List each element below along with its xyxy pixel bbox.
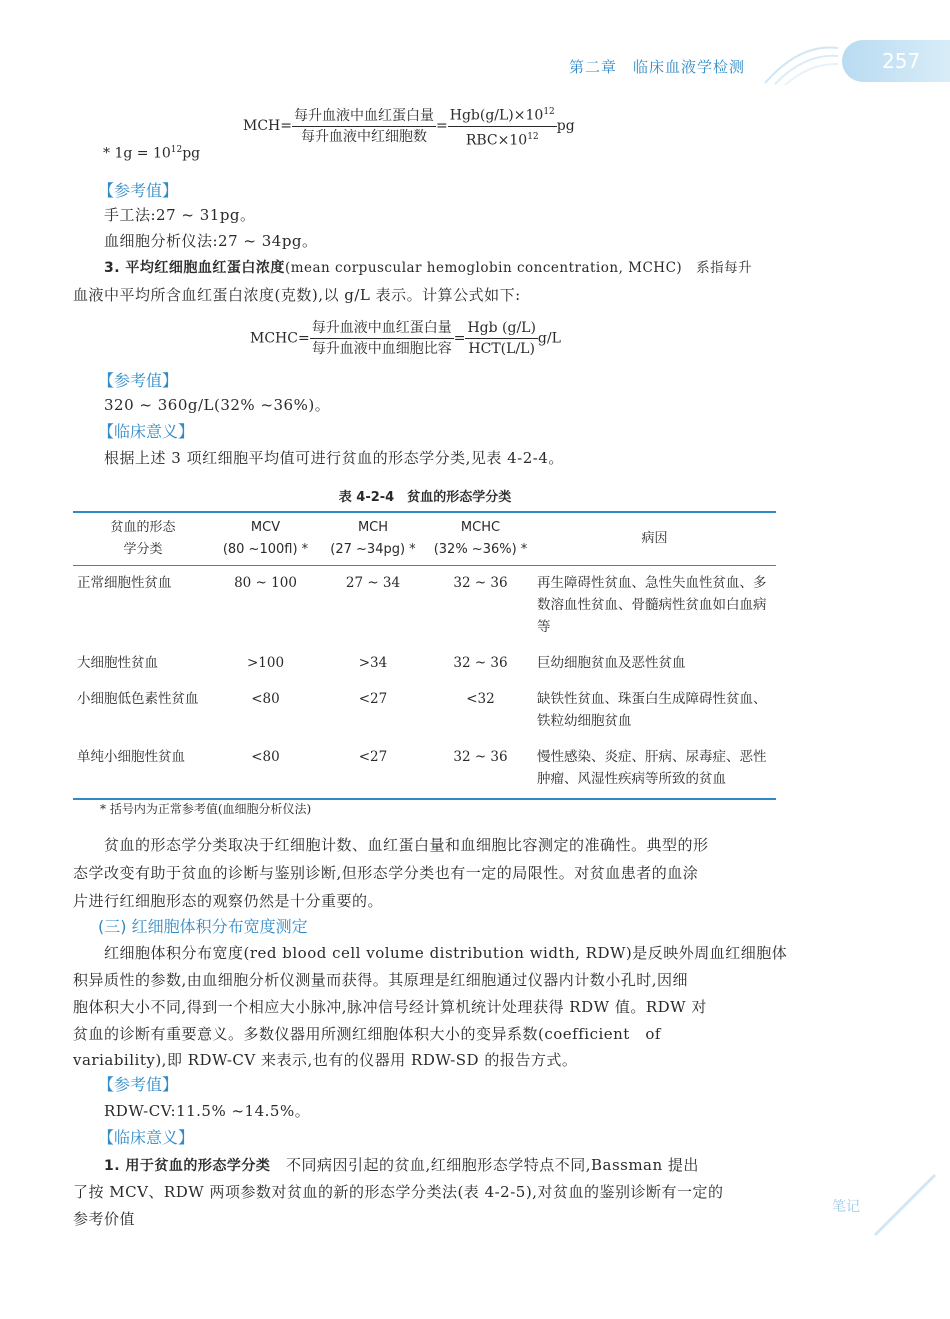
cell-type: 大细胞性贫血 [77, 655, 158, 671]
clinical-line [104, 1152, 699, 1179]
decorative-pen-icon [870, 1170, 940, 1240]
paragraph-line: 积异质性的参数,由血细胞分析仪测量而获得。其原理是红细胞通过仪器内计数小孔时,因细 [73, 971, 689, 989]
clinical-line: 了按 MCV、RDW 两项参数对贫血的新的形态学分类法(表 4-2-5),对贫血的鉴别诊断有一定的 [73, 1183, 724, 1201]
reference-value-heading: 【参考值】 [98, 181, 179, 200]
unit-footnote [103, 145, 200, 162]
cell-cause: 再生障碍性贫血、急性失血性贫血、多数溶血性贫血、骨髓病性贫血如白血病等 [537, 575, 767, 635]
reference-line: 320 ~ 360g/L(32% ~36%)。 [104, 396, 331, 414]
notes-label: 笔记 [832, 1199, 860, 1215]
cell-cause: 巨幼细胞贫血及恶性贫血 [537, 655, 686, 671]
footnote-text: * 1g = 10 [103, 145, 171, 162]
page-number-tab [842, 40, 950, 82]
formula-unit: g/L [537, 330, 561, 347]
decorative-swirl-icon [760, 38, 840, 88]
cell-type: 小细胞低色素性贫血 [77, 691, 199, 707]
formula-denominator: 每升血液中血细胞比容 [311, 341, 452, 357]
table-row [73, 740, 776, 799]
reference-line: RDW-CV:11.5% ~14.5%。 [104, 1102, 311, 1120]
paragraph-line: variability),即 RDW-CV 来表示,也有的仪器用 RDW-SD 的报告方式。 [73, 1051, 578, 1069]
paragraph-line: 片进行红细胞形态的观察仍然是十分重要的。 [73, 892, 384, 910]
intro-text: (mean corpuscular hemoglobin concentration, MCHC) 系指每升 [284, 260, 753, 276]
formula-denominator: 每升血液中红细胞数 [301, 128, 427, 145]
paragraph-line: 胞体积大小不同,得到一个相应大小脉冲,脉冲信号经计算机统计处理获得 RDW 值。RDW 对 [73, 998, 707, 1016]
table-footnote: * 括号内为正常参考值(血细胞分析仪法) [100, 802, 312, 816]
reference-line: 手工法:27 ~ 31pg。 [104, 206, 256, 224]
mchc-intro-line2: 血液中平均所含血红蛋白浓度(克数),以 g/L 表示。计算公式如下: [73, 286, 521, 304]
footnote-exponent: 12 [170, 145, 183, 155]
formula-lhs: MCH= [243, 118, 292, 135]
formula-unit: pg [556, 118, 575, 135]
cell-mchc: 32 ~ 36 [453, 655, 508, 671]
reference-line: 血细胞分析仪法:27 ~ 34pg。 [104, 232, 318, 250]
cell-cause: 慢性感染、炎症、肝病、尿毒症、恶性肿瘤、风湿性疾病等所致的贫血 [537, 749, 767, 787]
header-mchc: MCHC (32% ~36%) * [433, 520, 528, 557]
cell-type: 单纯小细胞性贫血 [77, 749, 185, 765]
clinical-significance-heading: 【临床意义】 [98, 1128, 195, 1147]
formula-denominator: HCT(L/L) [468, 341, 535, 357]
cell-type: 正常细胞性贫血 [77, 575, 172, 591]
cell-mchc: <32 [466, 691, 495, 707]
cell-mcv: <80 [251, 691, 280, 707]
cell-mch: 27 ~ 34 [345, 575, 401, 591]
formula-numerator: Hgb(g/L)×10 [449, 107, 544, 124]
formula-numerator: 每升血液中血红蛋白量 [292, 106, 436, 127]
clinical-line: 参考价值 [73, 1210, 136, 1228]
header-type: 贫血的形态 学分类 [110, 520, 176, 557]
table-row [73, 646, 776, 682]
table-row [73, 566, 776, 647]
header-mcv: MCV (80 ~100fl) * [222, 520, 309, 557]
formula-exponent: 12 [527, 131, 539, 142]
footnote-unit: pg [182, 145, 201, 162]
mchc-intro-line1 [104, 254, 752, 281]
formula-numerator: 每升血液中血红蛋白量 [310, 318, 454, 339]
mchc-formula [250, 318, 561, 359]
cell-cause: 缺铁性贫血、珠蛋白生成障碍性贫血、铁粒幼细胞贫血 [537, 691, 767, 729]
reference-value-heading: 【参考值】 [98, 371, 179, 390]
formula-exponent: 12 [543, 107, 555, 117]
clinical-line: 根据上述 3 项红细胞平均值可进行贫血的形态学分类,见表 4-2-4。 [104, 449, 564, 467]
cell-mcv: <80 [251, 749, 280, 765]
paragraph-line: 贫血的诊断有重要意义。多数仪器用所测红细胞体积大小的变异系数(coefficient of [73, 1025, 661, 1043]
formula-denominator: RBC×10 [465, 132, 528, 149]
cell-mcv: >100 [246, 655, 285, 671]
section-heading: (三) 红细胞体积分布宽度测定 [98, 917, 308, 936]
table-header-row [73, 512, 776, 566]
table-caption: 表 4-2-4 贫血的形态学分类 [338, 490, 512, 505]
paragraph-line: 红细胞体积分布宽度(red blood cell volume distribution width, RDW)是反映外周血红细胞体 [104, 944, 788, 962]
cell-mch: >34 [358, 655, 388, 671]
reference-value-heading: 【参考值】 [98, 1075, 179, 1094]
subsection-title: 1. 用于贫血的形态学分类 [104, 1158, 271, 1174]
formula-numerator: Hgb (g/L) [465, 318, 537, 339]
formula-equals: = [436, 118, 448, 135]
paragraph-line: 态学改变有助于贫血的诊断与鉴别诊断,但形态学分类也有一定的局限性。对贫血患者的血涂 [73, 864, 699, 882]
cell-mcv: 80 ~ 100 [234, 575, 297, 591]
chapter-title: 第二章 临床血液学检测 [568, 58, 745, 76]
formula-equals: = [453, 330, 466, 347]
page-number: 257 [882, 49, 921, 73]
mch-formula [243, 102, 575, 150]
formula-lhs: MCHC= [250, 330, 310, 347]
header-mch: MCH (27 ~34pg) * [330, 520, 416, 557]
clinical-significance-heading: 【临床意义】 [98, 422, 195, 441]
paragraph-line: 贫血的形态学分类取决于红细胞计数、血红蛋白量和血细胞比容测定的准确性。典型的形 [104, 836, 709, 854]
subsection-title: 3. 平均红细胞血红蛋白浓度 [104, 260, 285, 276]
cell-mch: <27 [358, 749, 388, 765]
anemia-classification-table [73, 511, 776, 800]
header-cause: 病因 [641, 531, 668, 546]
table-row [73, 682, 776, 740]
cell-mchc: 32 ~ 36 [453, 575, 508, 591]
cell-mch: <27 [358, 691, 388, 707]
clinical-text: 不同病因引起的贫血,红细胞形态学特点不同,Bassman 提出 [270, 1156, 699, 1174]
cell-mchc: 32 ~ 36 [453, 749, 508, 765]
